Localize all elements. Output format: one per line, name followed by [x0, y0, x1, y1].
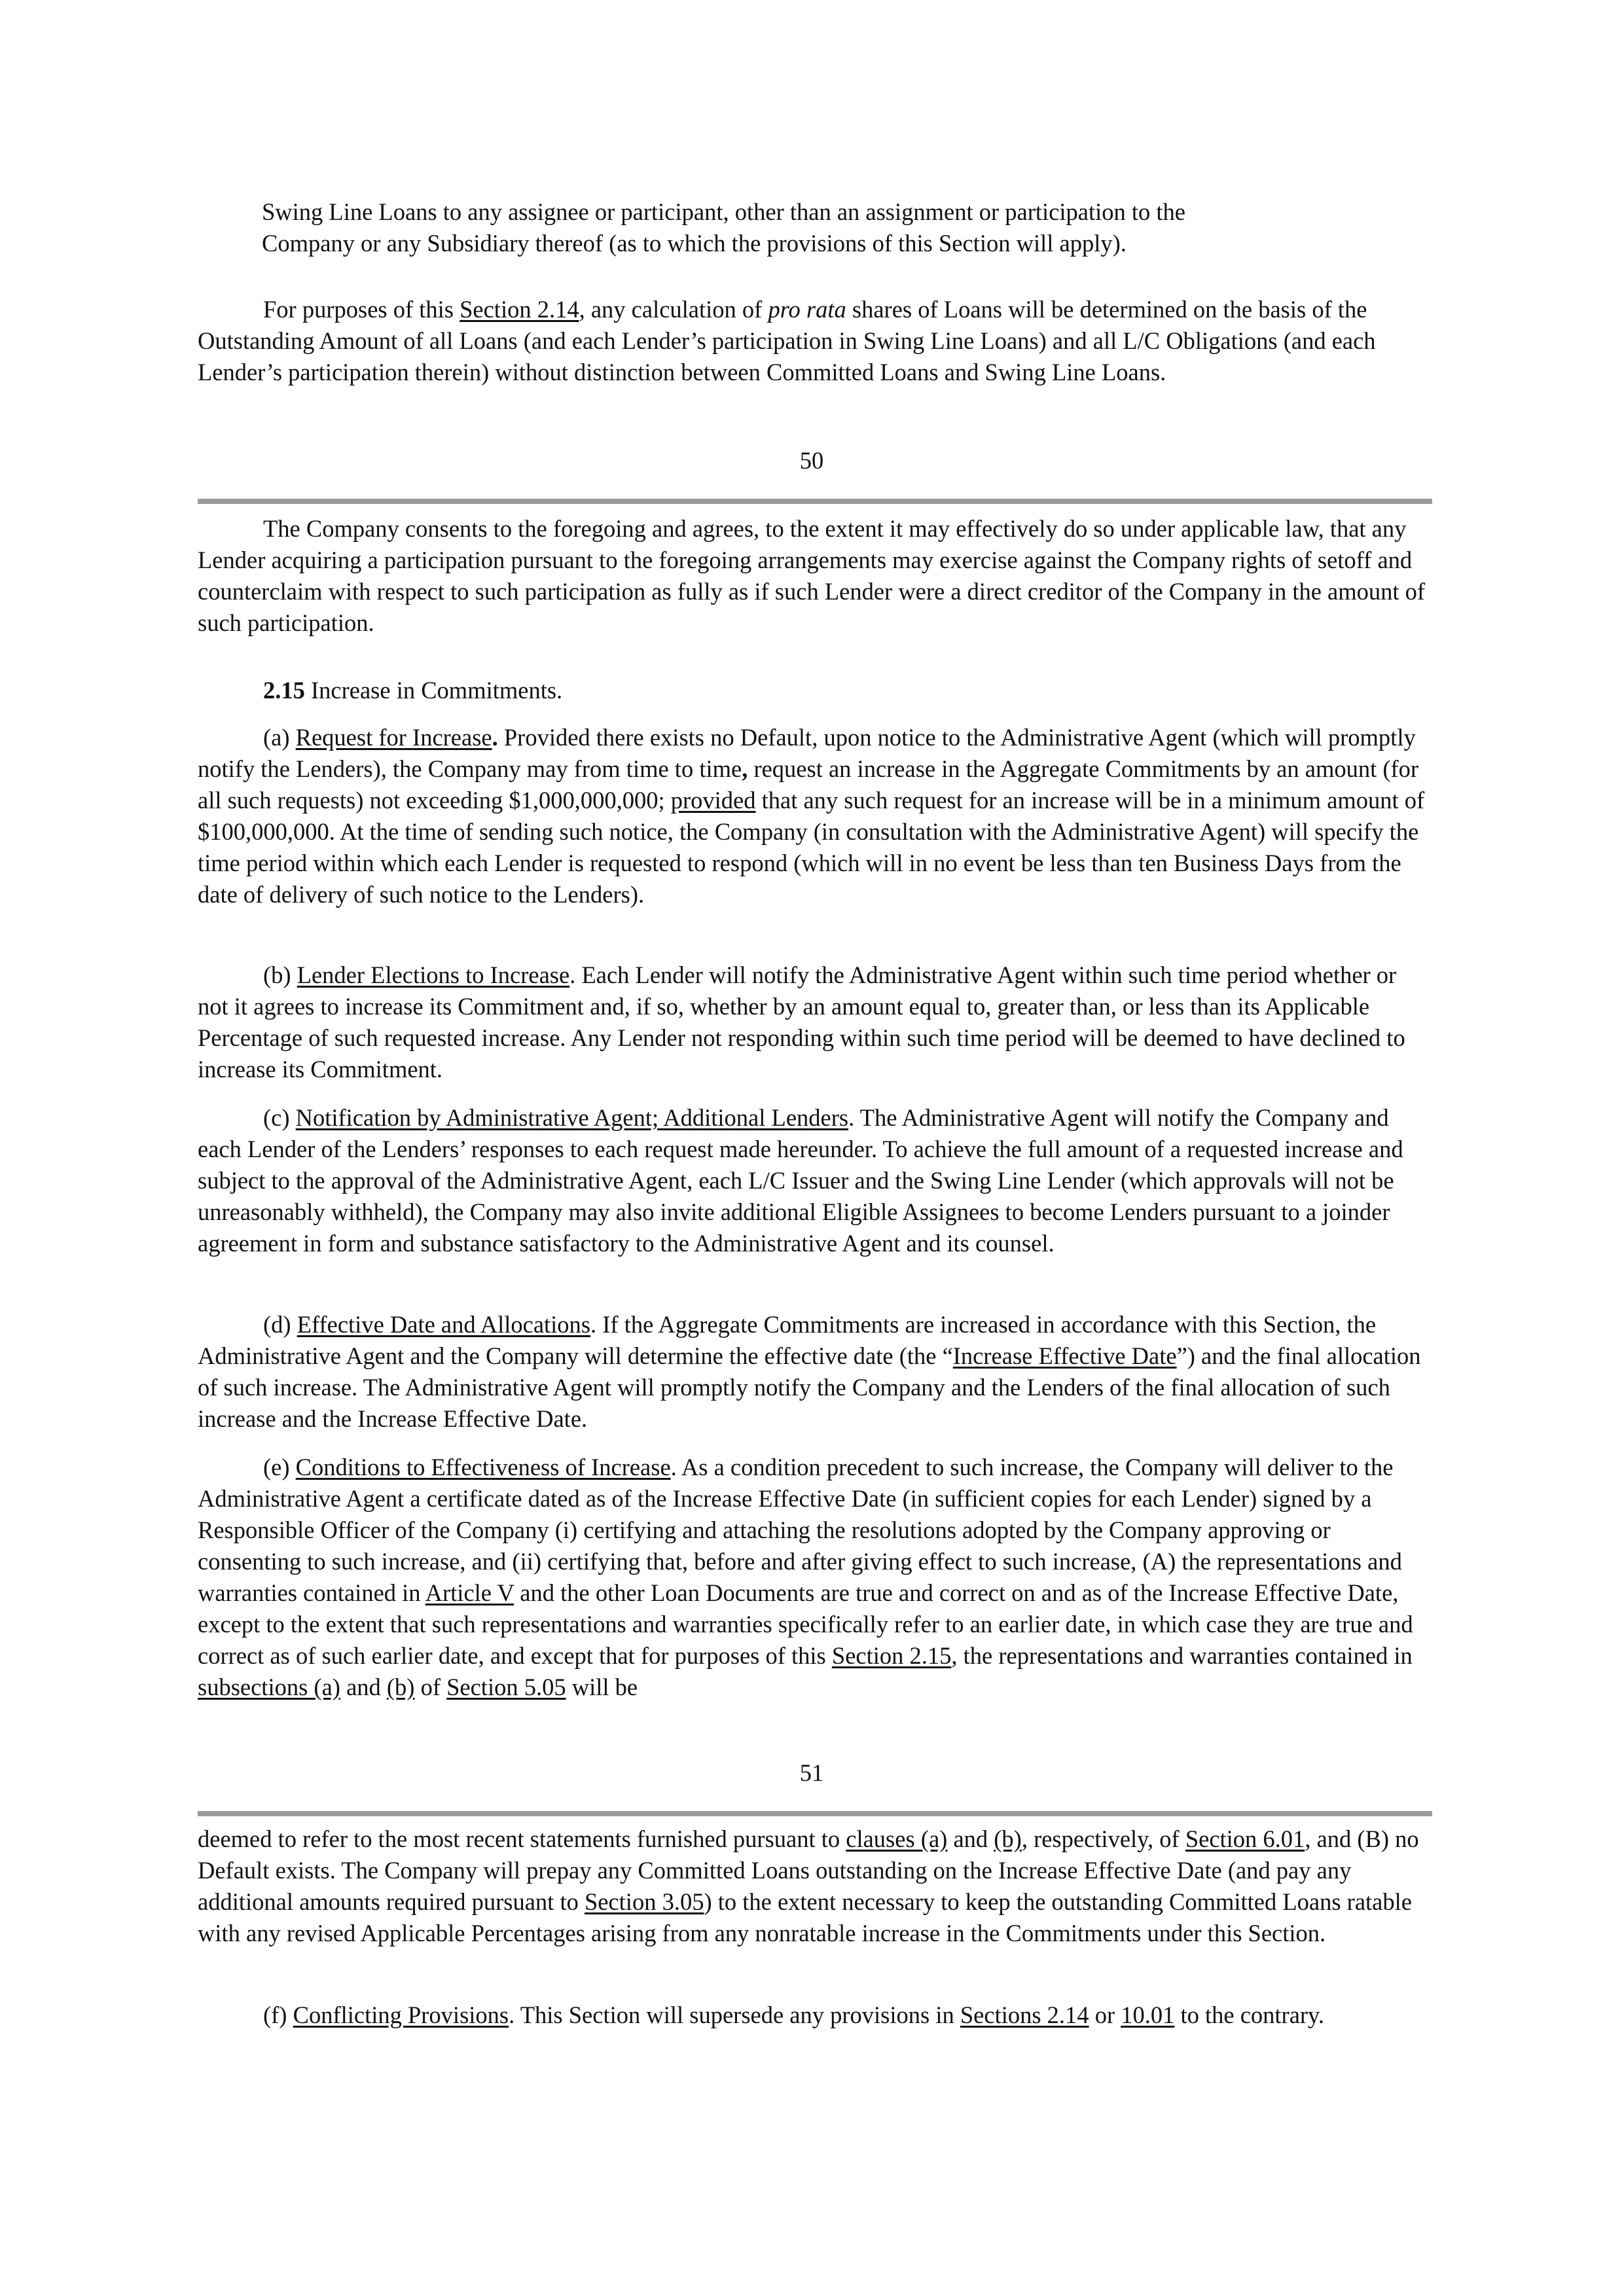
section-2-15-link[interactable]: Section 2.15	[831, 1642, 952, 1669]
line: Company or any Subsidiary thereof (as to which the provisions of this Section will apply).	[262, 230, 1127, 257]
paragraph-pro-rata	[198, 294, 1432, 388]
subsection-b-link[interactable]: (b)	[386, 1674, 415, 1700]
text: . The Administrative Agent will notify the Company and each Lender of the Lenders’ responses to each request made hereunder. To achieve the full amount of a requested increase and subject to the approval of the Administrative Agent, each L/C Issuer and the Swing Line Lender (which approvals will not be unreasonably withheld), the Company may also invite additional Eligible Assignees to become Lenders pursuant to a joinder agreement in form and substance satisfactory to the Administrative Agent and its counsel.	[198, 1104, 1403, 1257]
paragraph-continuation	[262, 196, 1434, 259]
text: .	[492, 724, 498, 751]
section-6-01-link[interactable]: Section 6.01	[1185, 1825, 1305, 1852]
page-divider	[198, 1811, 1432, 1816]
provided-term: provided	[670, 787, 756, 814]
text: request an increase in the Aggregate Commitments by an amount (for all such requests) not exceeding $1,000,000,000;	[198, 755, 1419, 814]
paragraph-d	[198, 1309, 1432, 1435]
paragraph-e-continued	[198, 1823, 1432, 1949]
text: or	[1089, 2001, 1121, 2028]
text: and	[340, 1674, 387, 1700]
clause-b-link[interactable]: (b)	[994, 1825, 1022, 1852]
sections-2-14-link[interactable]: Sections 2.14	[960, 2001, 1089, 2028]
text: . This Section will supersede any provisions in	[509, 2001, 960, 2028]
section-10-01-link[interactable]: 10.01	[1121, 2001, 1175, 2028]
pro-rata-term: pro rata	[768, 296, 846, 323]
text: , any calculation of	[579, 296, 768, 323]
subheading: Request for Increase	[295, 724, 492, 751]
text: will be	[566, 1674, 638, 1700]
text: that any such request for an increase will be in a minimum amount of $100,000,000. At the time of sending such notice, the Company (in consultation with the Administrative Agent) will specify the time period within which each Lender is requested to respond (which will in no event be less than ten Business Days from the date of delivery of such notice to the Lenders).	[198, 787, 1425, 908]
page-number: 51	[799, 1759, 824, 1786]
section-3-05-link[interactable]: Section 3.05	[584, 1888, 704, 1915]
article-v-link[interactable]: Article V	[425, 1579, 514, 1606]
paragraph-f	[198, 2000, 1432, 2031]
text: , the representations and warranties contained in	[951, 1642, 1413, 1669]
section-heading	[263, 675, 1432, 706]
text: . As a condition precedent to such increase, the Company will deliver to the Administrative Agent a certificate dated as of the Increase Effective Date (in sufficient copies for each Lender) signed by a Responsible Officer of the Company (i) certifying and attaching the resolutions adopted by the Company approving or consenting to such increase, and (ii) certifying that, before and after giving effect to such increase, (A) the representations and warranties contained in	[198, 1454, 1402, 1606]
page-divider	[198, 499, 1432, 504]
text: and	[947, 1825, 994, 1852]
line: Swing Line Loans to any assignee or participant, other than an assignment or participation to the	[262, 198, 1185, 225]
section-2-14-link[interactable]: Section 2.14	[460, 296, 579, 323]
text: , and (B) no Default exists. The Company will prepay any Committed Loans outstanding on the Increase Effective Date (and pay any additional amounts required pursuant to	[198, 1825, 1419, 1915]
subheading: Conflicting Provisions	[293, 2001, 509, 2028]
text: ”) and the final allocation of such increase. The Administrative Agent will promptly notify the Company and the Lenders of the final allocation of such increase and the Increase Effective Date.	[198, 1342, 1421, 1432]
text: For purposes of this	[263, 296, 460, 323]
label: (c)	[263, 1104, 296, 1131]
text: of	[414, 1674, 447, 1700]
label: (d)	[263, 1311, 297, 1338]
subsection-a-link[interactable]: subsections (a)	[198, 1674, 340, 1700]
section-5-05-link[interactable]: Section 5.05	[446, 1674, 566, 1700]
text: and the other Loan Documents are true and correct on and as of the Increase Effective Date, except to the extent that such representations and warranties specifically refer to an earlier date, in which case they are true and correct as of such earlier date, and except that for purposes of this	[198, 1579, 1413, 1669]
paragraph-b	[198, 960, 1432, 1085]
clause-a-link[interactable]: clauses (a)	[846, 1825, 948, 1852]
subheading: Effective Date and Allocations	[297, 1311, 591, 1338]
subheading: Conditions to Effectiveness of Increase	[295, 1454, 671, 1480]
page-number: 50	[799, 447, 824, 474]
label: (e)	[263, 1454, 296, 1480]
subheading: Notification by Administrative Agent; Additional Lenders	[295, 1104, 849, 1131]
text: . Each Lender will notify the Administrative Agent within such time period whether or not it agrees to increase its Commitment and, if so, whether by an amount equal to, greater than, or less than its Applicable Percentage of such requested increase. Any Lender not responding within such time period will be deemed to have declined to increase its Commitment.	[198, 961, 1405, 1083]
text: . If the Aggregate Commitments are increased in accordance with this Section, the Administrative Agent and the Company will determine the effective date (the “	[198, 1311, 1377, 1369]
section-title: Increase in Commitments.	[304, 677, 563, 704]
defined-term: Increase Effective Date	[952, 1342, 1177, 1369]
text: ) to the extent necessary to keep the outstanding Committed Loans ratable with any revised Applicable Percentages arising from any nonratable increase in the Commitments under this Section.	[198, 1888, 1412, 1946]
text: Provided there exists no Default, upon notice to the Administrative Agent (which will promptly notify the Lenders), the Company may from time to time	[198, 724, 1416, 782]
paragraph-c	[198, 1102, 1432, 1259]
text: ,	[742, 755, 748, 782]
text: shares of Loans will be determined on the basis of the Outstanding Amount of all Loans (and each Lender’s participation in Swing Line Loans) and all L/C Obligations (and each Lender’s participation therein) without distinction between Committed Loans and Swing Line Loans.	[198, 296, 1376, 386]
text: , respectively, of	[1021, 1825, 1185, 1852]
paragraph-consent: The Company consents to the foregoing and agrees, to the extent it may effectively do so under applicable law, that any Lender acquiring a participation pursuant to the foregoing arrangements may exercise against the Company rights of setoff and counterclaim with respect to such participation as fully as if such Lender were a direct creditor of the Company in the amount of such participation.	[198, 515, 1426, 636]
paragraph-e	[198, 1452, 1432, 1703]
text: to the contrary.	[1174, 2001, 1325, 2028]
label: (a)	[263, 724, 296, 751]
label: (f)	[263, 2001, 293, 2028]
paragraph-a	[198, 722, 1432, 910]
section-number: 2.15	[263, 677, 305, 704]
label: (b)	[263, 961, 297, 988]
subheading: Lender Elections to Increase	[297, 961, 570, 988]
text: deemed to refer to the most recent statements furnished pursuant to	[198, 1825, 846, 1852]
